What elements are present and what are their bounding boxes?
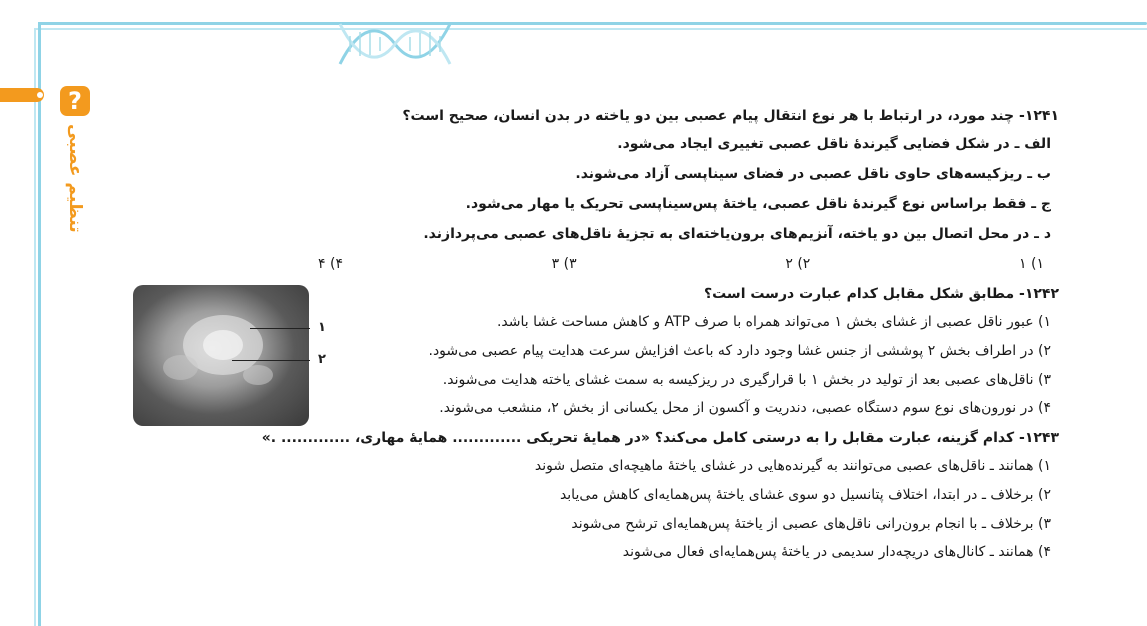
q1241-choices	[318, 256, 1044, 272]
dna-helix-icon	[335, 14, 455, 74]
q1243-choice-4[interactable]: ۴) همانند ـ کانال‌های دریچه‌دار سدیمی در یاختهٔ پس‌همایه‌ای فعال می‌شوند	[622, 544, 1051, 560]
q1242-choice-4[interactable]: ۴) در نورون‌های نوع سوم دستگاه عصبی، دندریت و آکسون از محل یکسانی از بخش ۲، منشعب می‌شوند.	[439, 400, 1051, 416]
q1243-choice-3[interactable]: ۳) برخلاف ـ با انجام برون‌رانی ناقل‌های عصبی از یاختهٔ پس‌همایه‌ای ترشح می‌شوند	[571, 516, 1051, 532]
q1242-choice-2[interactable]: ۲) در اطراف بخش ۲ پوششی از جنس غشا وجود دارد که باعث افزایش سرعت هدایت پیام عصبی می‌شود.	[428, 343, 1051, 359]
figure-leader-2	[232, 360, 310, 361]
neuron-micrograph	[133, 285, 309, 426]
q1241-choice-3[interactable]: ۳) ۳	[551, 256, 577, 272]
question-mark-icon: ?	[60, 86, 90, 116]
q1241-choice-1[interactable]: ۱) ۱	[1019, 256, 1044, 272]
figure-label-1: ۱	[318, 320, 326, 335]
q1243-choice-2[interactable]: ۲) برخلاف ـ در ابتدا، اختلاف پتانسیل دو سوی غشای یاختهٔ پس‌همایه‌ای کاهش می‌یابد	[559, 487, 1051, 503]
q1241-statement-a: الف ـ در شکل فضایی گیرندهٔ ناقل عصبی تغییری ایجاد می‌شود.	[617, 136, 1051, 152]
figure-label-2: ۲	[318, 352, 326, 367]
chapter-title: تنظیم عصبی	[65, 124, 85, 233]
q1241-statement-d: د ـ در محل اتصال بین دو یاخته، آنزیم‌های برون‌یاخته‌ای به تجزیهٔ ناقل‌های عصبی می‌پردازند.	[423, 226, 1051, 242]
q1241-stem: ۱۲۴۱- چند مورد، در ارتباط با هر نوع انتقال پیام عصبی بین دو یاخته در بدن انسان، صحیح است؟	[402, 108, 1059, 124]
q1241-statement-c: ج ـ فقط براساس نوع گیرندهٔ ناقل عصبی، یاختهٔ پس‌سیناپسی تحریک یا مهار می‌شود.	[465, 196, 1051, 212]
q1242-choice-3[interactable]: ۳) ناقل‌های عصبی بعد از تولید در بخش ۱ با قرارگیری در ریزکیسه به سمت غشای یاخته هدایت می‌شوند.	[442, 372, 1051, 388]
q1241-choice-4[interactable]: ۴) ۴	[318, 256, 343, 272]
page-frame-top	[38, 22, 1147, 25]
q1241-choice-2[interactable]: ۲) ۲	[785, 256, 811, 272]
q1243-stem: ۱۲۴۳- کدام گزینه، عبارت مقابل را به درستی کامل می‌کند؟ «در همایهٔ تحریکی ............. همایهٔ مهاری، ............. .»	[261, 430, 1059, 446]
q1242-stem: ۱۲۴۲- مطابق شکل مقابل کدام عبارت درست است؟	[703, 286, 1059, 302]
q1242-choice-1[interactable]: ۱) عبور ناقل عصبی از غشای بخش ۱ می‌تواند همراه با صرف ATP و کاهش مساحت غشا باشد.	[496, 314, 1051, 330]
chapter-tab-dot	[37, 92, 43, 98]
page-frame-top-inner	[34, 28, 1147, 30]
q1243-choice-1[interactable]: ۱) همانند ـ ناقل‌های عصبی می‌توانند به گیرنده‌هایی در غشای یاختهٔ ماهیچه‌ای متصل شوند	[534, 458, 1051, 474]
page-frame-left	[38, 22, 41, 626]
page-frame-left-inner	[34, 28, 36, 626]
q1241-statement-b: ب ـ ریزکیسه‌های حاوی ناقل عصبی در فضای سیناپسی آزاد می‌شوند.	[575, 166, 1051, 182]
figure-leader-1	[250, 328, 310, 329]
